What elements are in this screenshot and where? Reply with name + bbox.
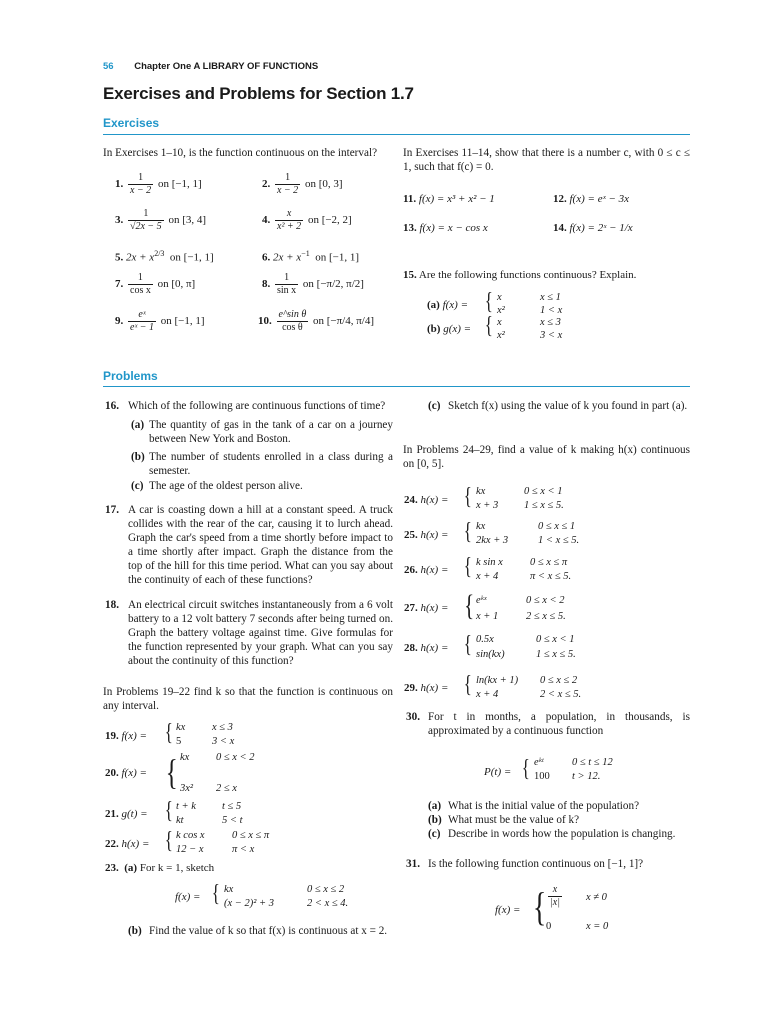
exercise-12: 12. f(x) = eˣ − 3x — [553, 193, 629, 205]
exercises-heading: Exercises — [103, 116, 160, 130]
exercise-5: 5. $2x + x^{2/3}$ on [−1, 1] — [115, 249, 214, 264]
exercise-2: 2. $\frac{1}{x - 2}$ on [0, 3] — [262, 172, 343, 196]
exercises-1-10-intro: In Exercises 1–10, is the function continuous on the interval? — [103, 147, 378, 159]
problem-16b: The number of students enrolled in a class during a semester. — [149, 451, 393, 477]
exercise-4: 4. $\frac{x}{\text{x² + 2}}$ on [−2, 2] — [262, 208, 352, 232]
problem-30c: Describe in words how the population is changing. — [448, 828, 676, 840]
chapter-title: Chapter One A LIBRARY OF FUNCTIONS — [134, 61, 319, 72]
exercise-8: 8. $\frac{1}{\text{sin x}}$ on [−π/2, π/2] — [262, 272, 364, 296]
exercise-6: 6. $2x + x^{-1}$ on [−1, 1] — [262, 249, 359, 264]
exercise-3: 3. $\frac{1}{√2x - 5}$ on [3, 4] — [115, 208, 207, 232]
problems-heading: Problems — [103, 369, 158, 383]
exercise-10: 10. $\frac{\text{e\textasciicircum{}sin θ}}{\text{cos θ}}$ on [−π/4, π/4] — [258, 309, 374, 333]
problem-16a: The quantity of gas in the tank of a car on a journey between New York and Boston. — [149, 419, 393, 445]
problem-30a: What is the initial value of the population? — [448, 800, 640, 812]
problem-16: Which of the following are continuous functions of time? — [128, 400, 386, 412]
problem-16c: The age of the oldest person alive. — [149, 480, 303, 492]
problems-19-22-intro: In Problems 19–22 find k so that the function is continuous on any interval. — [103, 686, 393, 712]
problem-30: For t in months, a population, in thousands, is approximated by a continuous function — [428, 711, 690, 737]
exercise-9: 9. $\frac{\text{eˣ}}{\text{eˣ − 1}}$ on [−1, 1] — [115, 309, 205, 333]
problem-17: A car is coasting down a hill at a constant speed. A truck collides with the rear of the car, causing it to lurch ahead. Graph the car's speed from a time shortly before impact to a time shortly after impact. Graph the distance from the top of the hill for this time period. What can you say about the continuity of each of these functions? — [128, 504, 393, 586]
problem-16-number: 16. — [105, 400, 119, 412]
exercises-11-14-intro: In Exercises 11–14, show that there is a number c, with 0 ≤ c ≤ 1, such that f(c) = 0. — [403, 147, 690, 173]
exercise-1: 1. $\frac{1}{x - 2}$ on [−1, 1] — [115, 172, 202, 196]
problem-18: An electrical circuit switches instantaneously from a 6 volt battery to a 12 volt battery 7 seconds after being turned on. Graph the battery voltage against time. Give formulas for the function represented by your graph. What can you say about the continuity of this function? — [128, 599, 393, 667]
exercise-14: 14. f(x) = 2ˣ − 1/x — [553, 222, 633, 234]
exercise-15: 15. Are the following functions continuous? Explain. — [403, 269, 637, 281]
problem-31: Is the following function continuous on [−1, 1]? — [428, 858, 644, 870]
problems-24-29-intro: In Problems 24–29, find a value of k making h(x) continuous on [0, 5]. — [403, 444, 690, 470]
page-title: Exercises and Problems for Section 1.7 — [103, 84, 414, 103]
exercise-11: 11. f(x) = x³ + x² − 1 — [403, 193, 495, 205]
page-number: 56 — [103, 61, 114, 72]
exercises-rule — [103, 134, 690, 135]
problems-rule — [103, 386, 690, 387]
running-header — [103, 61, 318, 72]
problem-30b: What must be the value of k? — [448, 814, 580, 826]
exercise-13: 13. f(x) = x − cos x — [403, 222, 488, 234]
problem-23c: Sketch f(x) using the value of k you found in part (a). — [448, 400, 688, 412]
exercise-7: 7. $\frac{1}{\text{cos x}}$ on [0, π] — [115, 272, 196, 296]
